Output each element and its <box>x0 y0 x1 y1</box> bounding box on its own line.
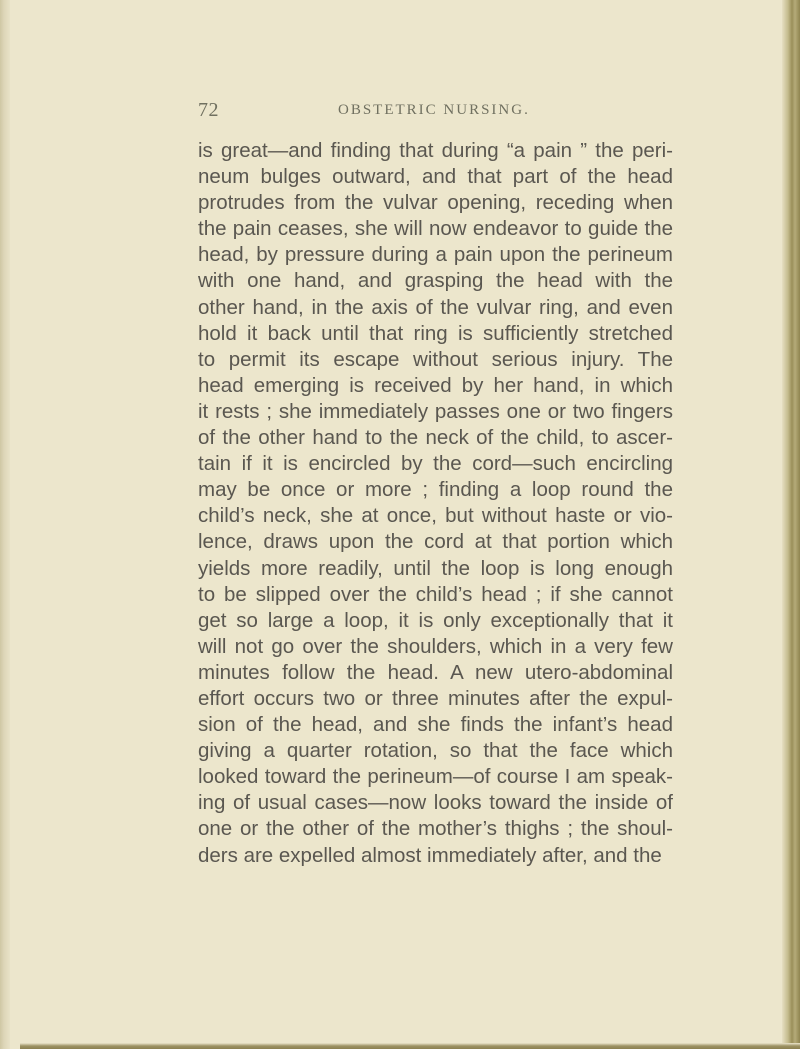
body-text <box>198 138 673 869</box>
text-line: with one hand, and grasping the head with the <box>198 269 673 293</box>
text-line: protrudes from the vulvar opening, receding when <box>198 191 673 215</box>
text-line: ing of usual cases—now looks toward the inside of <box>198 791 673 815</box>
text-line: will not go over the shoulders, which in a very few <box>198 634 673 658</box>
text-line: lence, draws upon the cord at that portion which <box>198 530 673 554</box>
page-right-edge <box>782 0 800 1049</box>
text-line: it rests ; she immediately passes one or two fingers <box>198 399 673 423</box>
text-line: is great—and finding that during “a pain ” the peri- <box>198 139 673 162</box>
page-left-edge <box>0 0 10 1049</box>
page-bottom-edge <box>20 1043 800 1049</box>
text-line: the pain ceases, she will now endeavor to guide the <box>198 217 673 241</box>
text-line: looked toward the perineum—of course I am speak- <box>198 765 673 789</box>
text-line: other hand, in the axis of the vulvar ring, and even <box>198 295 673 319</box>
text-line: child’s neck, she at once, but without haste or vio- <box>198 504 673 528</box>
text-line: one or the other of the mother’s thighs ; the shoul- <box>198 817 673 841</box>
text-line: to be slipped over the child’s head ; if she cannot <box>198 582 673 606</box>
text-line: head, by pressure during a pain upon the perineum <box>198 243 673 267</box>
text-line: ders are expelled almost immediately after, and the <box>198 843 662 867</box>
text-line: head emerging is received by her hand, in which <box>198 373 673 397</box>
text-line: may be once or more ; finding a loop round the <box>198 478 673 502</box>
text-line: hold it back until that ring is sufficiently stretched <box>198 321 673 345</box>
running-head: OBSTETRIC NURSING. <box>338 102 530 118</box>
page-number: 72 <box>198 99 219 121</box>
text-line: get so large a loop, it is only exceptionally that it <box>198 608 673 632</box>
text-line: tain if it is encircled by the cord—such encircling <box>198 452 673 476</box>
page-header <box>198 99 618 129</box>
text-line: yields more readily, until the loop is long enough <box>198 556 673 580</box>
text-line: effort occurs two or three minutes after the expul- <box>198 686 673 710</box>
text-line: sion of the head, and she finds the infant’s head <box>198 713 673 737</box>
text-line: giving a quarter rotation, so that the face which <box>198 739 673 763</box>
text-line: of the other hand to the neck of the child, to ascer- <box>198 426 673 450</box>
text-line: minutes follow the head. A new utero-abdominal <box>198 660 673 684</box>
text-line: to permit its escape without serious injury. The <box>198 347 673 371</box>
text-line: neum bulges outward, and that part of the head <box>198 165 673 189</box>
